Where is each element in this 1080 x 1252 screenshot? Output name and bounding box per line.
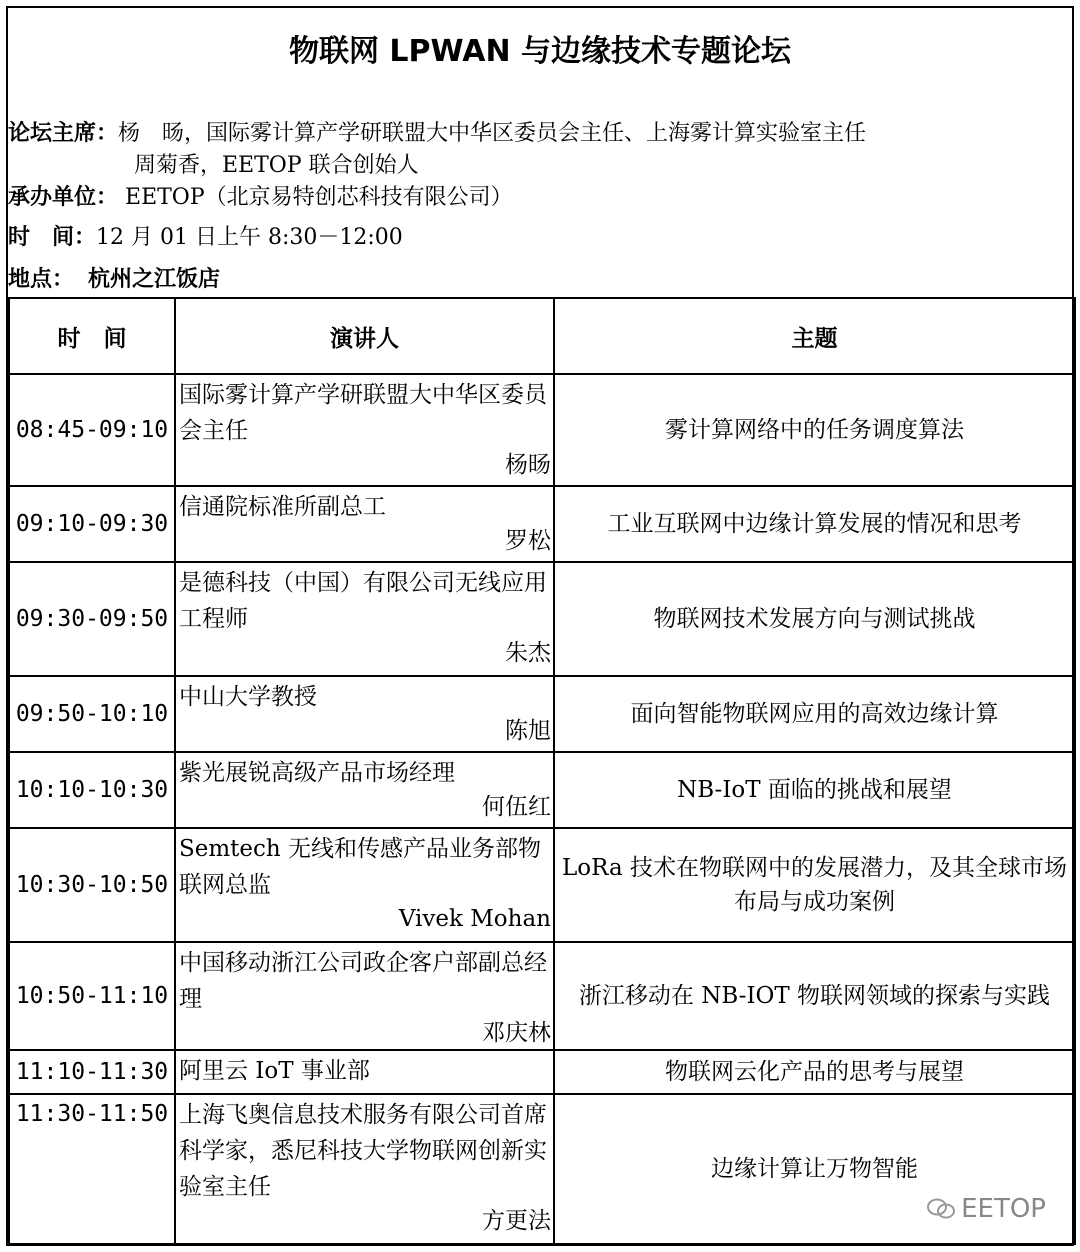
row-time: 11:30-11:50 [9, 1094, 175, 1244]
row-time: 10:30-10:50 [9, 828, 175, 942]
row-speaker [175, 562, 554, 676]
row-topic: 雾计算网络中的任务调度算法 [554, 374, 1075, 486]
organizer-value: EETOP（北京易特创芯科技有限公司） [125, 185, 513, 210]
organizer-line [8, 180, 513, 211]
table-row [9, 486, 1075, 562]
table-row [9, 752, 1075, 828]
row-time: 10:10-10:30 [9, 752, 175, 828]
speaker-name: 方更法 [482, 1208, 551, 1234]
table-row [9, 1094, 1075, 1244]
page-title: 物联网 LPWAN 与边缘技术专题论坛 [288, 34, 792, 69]
chat-bubble-icon [927, 1198, 955, 1220]
speaker-name: 何伍红 [482, 794, 551, 820]
row-topic: LoRa 技术在物联网中的发展潜力，及其全球市场布局与成功案例 [554, 828, 1075, 942]
time-value: 12 月 01 日上午 8:30－12:00 [96, 225, 403, 250]
row-topic: NB-IoT 面临的挑战和展望 [554, 752, 1075, 828]
table-row [9, 828, 1075, 942]
speaker-organization: 信通院标准所副总工 [179, 494, 386, 520]
speaker-organization: 阿里云 IoT 事业部 [179, 1058, 370, 1084]
time-line [8, 220, 403, 251]
row-speaker [175, 676, 554, 752]
row-topic: 浙江移动在 NB-IOT 物联网领域的探索与实践 [554, 942, 1075, 1050]
chair-line-1 [8, 116, 866, 147]
speaker-name: 罗松 [505, 528, 551, 554]
speaker-organization: 是德科技（中国）有限公司无线应用工程师 [179, 570, 547, 632]
header-time: 时 间 [9, 298, 175, 374]
speaker-organization: 紫光展锐高级产品市场经理 [179, 760, 455, 786]
table-row [9, 942, 1075, 1050]
chair-line-2 [134, 148, 419, 179]
organizer-label: 承办单位： [8, 185, 119, 210]
speaker-name: 朱杰 [505, 640, 551, 666]
speaker-organization: 中山大学教授 [179, 684, 317, 710]
chair-label: 论坛主席： [8, 121, 119, 146]
table-row [9, 1050, 1075, 1094]
row-topic: 边缘计算让万物智能 [554, 1094, 1075, 1244]
row-speaker [175, 486, 554, 562]
row-topic: 物联网云化产品的思考与展望 [554, 1050, 1075, 1094]
table-row [9, 562, 1075, 676]
row-time: 11:10-11:30 [9, 1050, 175, 1094]
speaker-name: 杨旸 [505, 452, 551, 478]
row-speaker [175, 828, 554, 942]
chair-value-2: 周菊香，EETOP 联合创始人 [134, 153, 419, 178]
speaker-organization: 中国移动浙江公司政企客户部副总经理 [179, 950, 547, 1012]
watermark-text: EETOP [961, 1194, 1046, 1224]
row-speaker [175, 374, 554, 486]
speaker-organization: 上海飞奥信息技术服务有限公司首席科学家，悉尼科技大学物联网创新实验室主任 [179, 1102, 547, 1200]
header-speaker: 演讲人 [175, 298, 554, 374]
table-row [9, 374, 1075, 486]
time-label: 时 间： [8, 225, 97, 250]
row-time: 08:45-09:10 [9, 374, 175, 486]
venue-value: 杭州之江饭店 [88, 267, 221, 292]
row-speaker [175, 752, 554, 828]
row-speaker [175, 1050, 554, 1094]
row-time: 09:30-09:50 [9, 562, 175, 676]
row-time: 09:10-09:30 [9, 486, 175, 562]
table-row [9, 676, 1075, 752]
row-time: 09:50-10:10 [9, 676, 175, 752]
speaker-name: 邓庆林 [482, 1020, 551, 1046]
schedule-table [8, 297, 1076, 1245]
table-header-row [9, 298, 1075, 374]
chair-value-1: 杨 旸，国际雾计算产学研联盟大中华区委员会主任、上海雾计算实验室主任 [118, 121, 867, 146]
speaker-name: 陈旭 [505, 718, 551, 744]
row-speaker [175, 1094, 554, 1244]
header-topic: 主题 [554, 298, 1075, 374]
venue-line [8, 262, 220, 293]
watermark [927, 1194, 1046, 1224]
speaker-name: Vivek Mohan [398, 906, 551, 932]
venue-label: 地点： [8, 267, 75, 292]
row-time: 10:50-11:10 [9, 942, 175, 1050]
row-topic: 面向智能物联网应用的高效边缘计算 [554, 676, 1075, 752]
row-topic: 工业互联网中边缘计算发展的情况和思考 [554, 486, 1075, 562]
speaker-organization: Semtech 无线和传感产品业务部物联网总监 [179, 836, 542, 898]
speaker-organization: 国际雾计算产学研联盟大中华区委员会主任 [179, 382, 547, 444]
row-topic: 物联网技术发展方向与测试挑战 [554, 562, 1075, 676]
row-speaker [175, 942, 554, 1050]
